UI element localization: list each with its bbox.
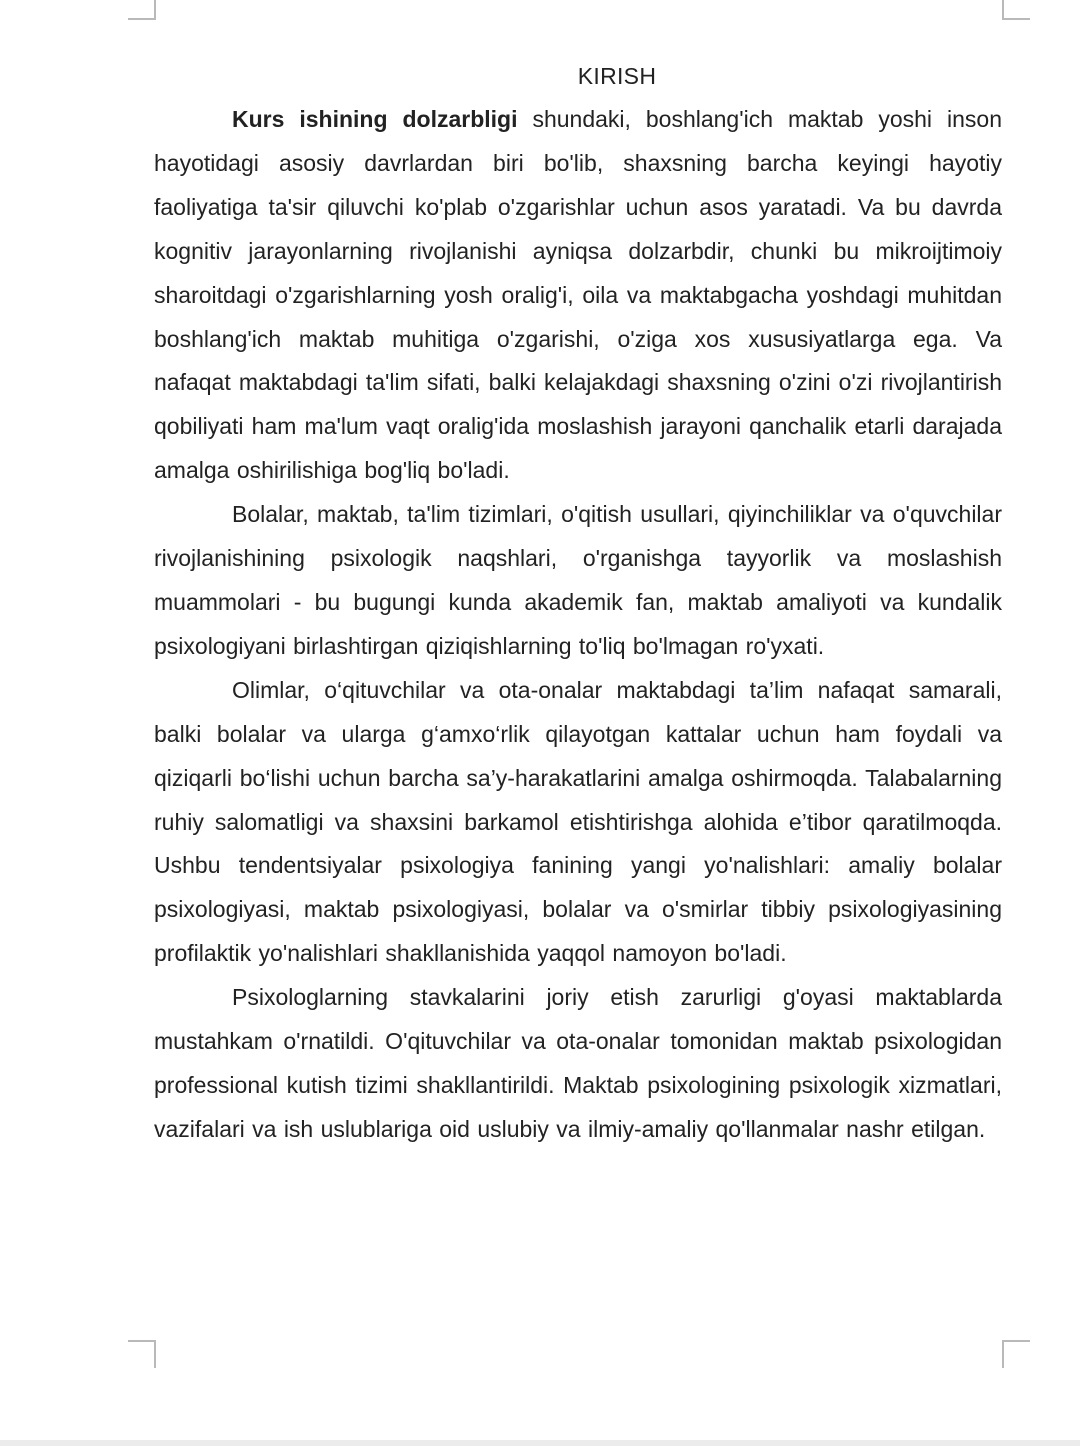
paragraph-text: Bolalar, maktab, ta'lim tizimlari, o'qitish usullari, qiyinchiliklar va o'quvchilar rivojlanishining psixologik naqshlari, o'rganishga tayyorlik va moslashish muammolari - bu bugungi kunda akademik fan, maktab amaliyoti va kundalik psixologiyani birlashtirgan qiziqishlarning to'liq bo'lmagan ro'yxati.: [154, 501, 1002, 659]
crop-mark-bottom-right: [1002, 1340, 1030, 1368]
paragraph-lead-bold: Kurs ishining dolzarbligi: [232, 106, 518, 132]
paragraph-text: Psixologlarning stavkalarini joriy etish zarurligi g'oyasi maktablarda mustahkam o'rnatildi. O'qituvchilar va ota-onalar tomonidan maktab psixologidan professional kutish tizimi shakllantirildi. Maktab psixologining psixologik xizmatlari, vazifalari va ish uslublariga oid uslubiy va ilmiy-amaliy qo'llanmalar nashr etilgan.: [154, 984, 1002, 1142]
paragraph-psychologists: [154, 976, 1002, 1152]
paragraph-text: shundaki, boshlang'ich maktab yoshi inson hayotidagi asosiy davrlardan biri bo'lib, shaxsning barcha keyingi hayotiy faoliyatiga ta'sir qiluvchi ko'plab o'zgarishlar uchun asos yaratadi. Va bu davrda kognitiv jarayonlarning rivojlanishi ayniqsa dolzarbdir, chunki bu mikroijtimoiy sharoitdagi o'zgarishlarning yosh oralig'i, oila va maktabgacha yoshdagi muhitdan boshlang'ich maktab muhitiga o'zgarishi, o'ziga xos xususiyatlarga ega. Va nafaqat maktabdagi ta'lim sifati, balki kelajakdagi shaxsning o'zini o'zi rivojlantirish qobiliyati ham ma'lum vaqt oralig'ida moslashish jarayoni qanchalik etarli darajada amalga oshirilishiga bog'liq bo'ladi.: [154, 106, 1002, 484]
crop-mark-top-left: [128, 0, 156, 20]
page-title: KIRISH: [577, 63, 657, 89]
paragraph-relevance: [154, 98, 1002, 493]
crop-mark-top-right: [1002, 0, 1030, 20]
paragraph-children-school: [154, 493, 1002, 669]
paragraph-text: Olimlar, o‘qituvchilar va ota-onalar maktabdagi ta’lim nafaqat samarali, balki bolalar va ularga g‘amxo‘rlik qilayotgan kattalar uchun ham foydali va qiziqarli bo‘lishi uchun barcha sa’y-harakatlarini amalga oshirmoqda. Talabalarning ruhiy salomatligi va shaxsini barkamol etishtirishga alohida e’tibor qaratilmoqda. Ushbu tendentsiyalar psixologiya fanining yangi yo'nalishlari: amaliy bolalar psixologiyasi, maktab psixologiyasi, bolalar va o'smirlar tibbiy psixologiyasining profilaktik yo'nalishlari shakllanishida yaqqol namoyon bo'ladi.: [154, 676, 1002, 967]
paragraph-scientists-teachers: [154, 669, 1002, 976]
crop-mark-bottom-left: [128, 1340, 156, 1368]
page-bottom-edge: [0, 1440, 1080, 1446]
document-body: [154, 54, 1002, 1152]
